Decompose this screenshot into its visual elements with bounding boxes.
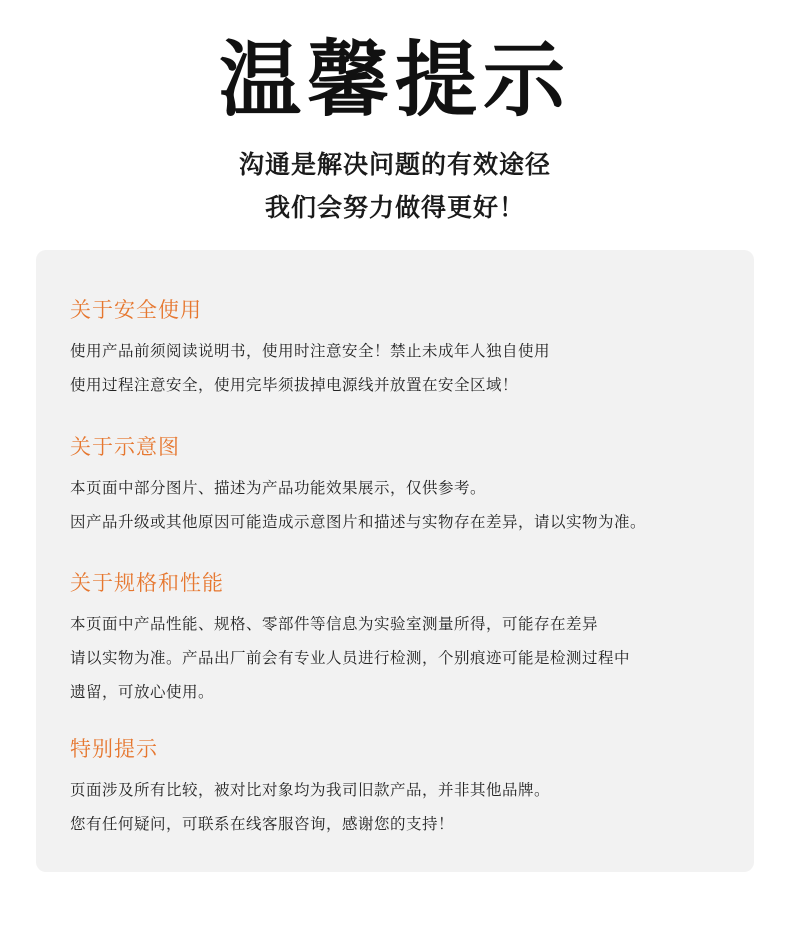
section-illustration <box>70 433 740 532</box>
section-special-notice <box>70 735 740 834</box>
section-line: 使用产品前须阅读说明书，使用时注意安全！禁止未成年人独自使用 <box>70 342 551 360</box>
section-line: 使用过程注意安全，使用完毕须拔掉电源线并放置在安全区域！ <box>70 376 519 394</box>
section-line: 本页面中产品性能、规格、零部件等信息为实验室测量所得，可能存在差异 <box>70 615 599 633</box>
section-specs <box>70 569 740 702</box>
subtitle-line-1: 沟通是解决问题的有效途径 <box>238 150 551 179</box>
section-title-safety: 关于安全使用 <box>70 298 202 322</box>
section-safety <box>70 296 740 395</box>
section-line: 本页面中部分图片、描述为产品功能效果展示，仅供参考。 <box>70 479 487 497</box>
notice-card <box>36 250 754 872</box>
page-title: 温馨提示 <box>218 33 571 128</box>
section-title-specs: 关于规格和性能 <box>70 571 224 595</box>
section-line: 遗留，可放心使用。 <box>70 683 215 701</box>
section-line: 您有任何疑问，可联系在线客服咨询，感谢您的支持！ <box>70 815 455 833</box>
section-line: 请以实物为准。产品出厂前会有专业人员进行检测，个别痕迹可能是检测过程中 <box>70 649 631 667</box>
section-title-illustration: 关于示意图 <box>70 435 180 459</box>
section-line: 页面涉及所有比较，被对比对象均为我司旧款产品，并非其他品牌。 <box>70 781 551 799</box>
section-title-special-notice: 特别提示 <box>70 737 158 761</box>
section-line: 因产品升级或其他原因可能造成示意图片和描述与实物存在差异，请以实物为准。 <box>70 513 647 531</box>
subtitle-line-2: 我们会努力做得更好！ <box>264 193 525 222</box>
